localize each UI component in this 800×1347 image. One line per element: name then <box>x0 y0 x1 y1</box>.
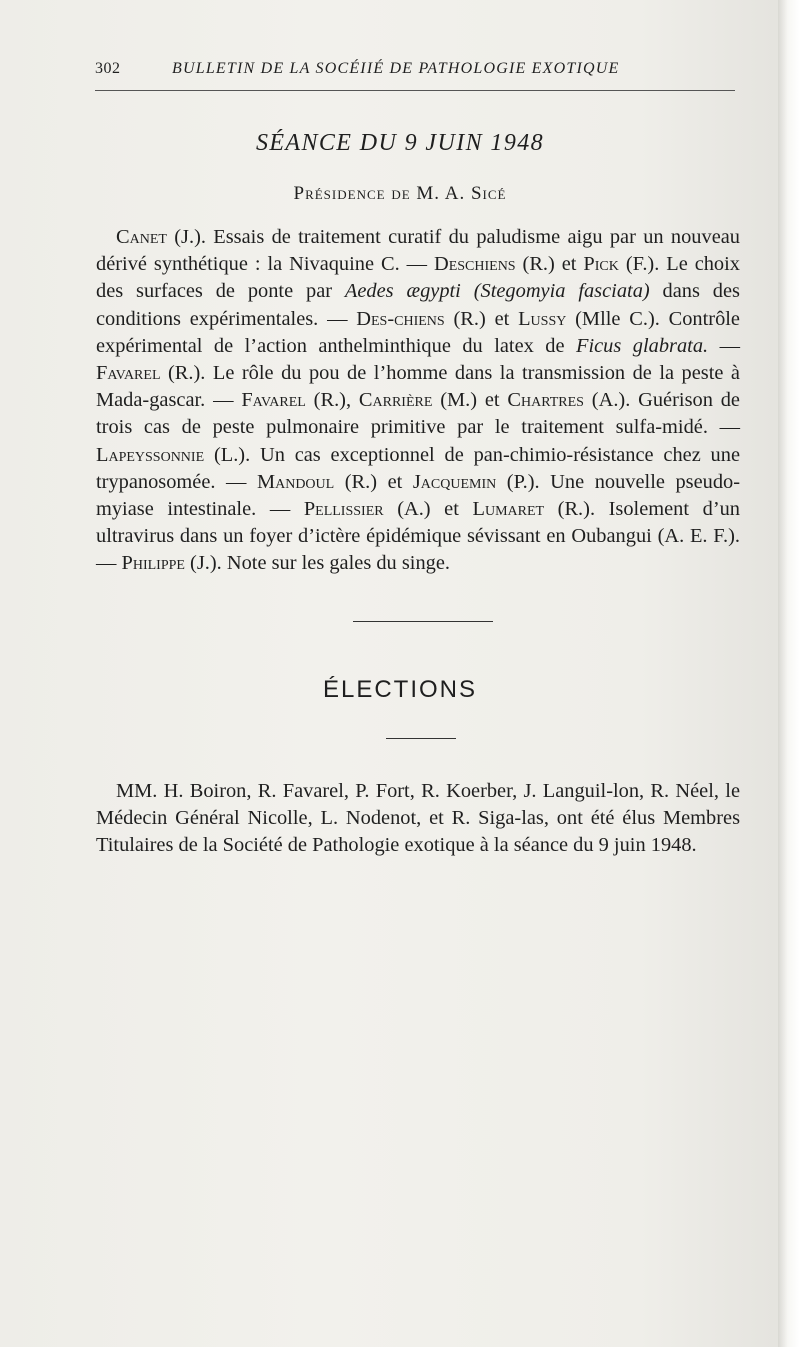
communication-text-run: (A.). Guérison de trois cas de peste pulmonaire primitive par le traitement sulfa-midé. — <box>96 389 740 439</box>
communication-text-run: (R.), <box>305 389 359 412</box>
communication-text-run: (A.) et <box>383 498 473 521</box>
election-author-name: Nicolle <box>247 807 308 830</box>
heading-underline <box>386 738 456 739</box>
communication-author-name: Deschiens <box>433 253 516 276</box>
communication-author-name: Lumaret <box>472 498 545 521</box>
election-author-name: Boiron <box>189 780 247 802</box>
running-head: BULLETIN DE LA SOCÉIIÉ DE PATHOLOGIE EXOTIQUE <box>172 60 620 77</box>
election-text-run: , R. <box>639 780 676 802</box>
election-author-name: Fort <box>375 780 410 802</box>
communication-author-name: Chartres <box>507 389 584 412</box>
election-text-run: , J. <box>512 780 543 802</box>
election-text-run: , ont été élus Membres Titulaires de la Société de Pathologie exotique à la séance du 9 juin 1948. <box>96 807 740 857</box>
communication-text-run: (J.). Essais de traitement curatif du paludisme aigu par un nouveau dérivé synthétique : la Nivaquine C. — <box>96 226 740 276</box>
communication-text-run: (J.). Note sur les gales du singe. <box>184 552 450 575</box>
election-text-run: , P. <box>343 780 376 802</box>
election-author-name: Favarel <box>282 780 344 802</box>
communication-text-run: (R.) et <box>334 470 413 493</box>
communications-paragraph <box>96 224 740 578</box>
communication-text-run: (L.). Un cas exceptionnel de pan-chimio-résistance chez une trypanosomée. — <box>96 443 740 493</box>
elections-heading: ÉLECTIONS <box>322 676 478 703</box>
communication-text-run: (R.). Isolement d’un ultravirus dans un foyer d’ictère épidémique sévissant en Oubangui (A. E. F.). — <box>96 498 740 575</box>
communication-text-run: (M.) et <box>432 389 508 412</box>
communication-author-name: Pick <box>583 253 619 276</box>
elections-text <box>96 778 740 860</box>
election-text-run: , L. <box>307 807 346 830</box>
election-author-name: Siga-las <box>478 807 544 830</box>
communication-text-run: (Mlle C.). Contrôle expérimental de l’action anthelminthique du latex de <box>96 307 740 357</box>
page-header <box>95 60 735 86</box>
header-rule <box>95 90 735 91</box>
communication-text-run: — <box>708 334 740 357</box>
communication-author-name: Pellissier <box>303 498 384 521</box>
communication-author-name: Lussy <box>518 307 567 330</box>
session-title: SÉANCE DU 9 JUIN 1948 <box>255 130 545 156</box>
communication-text-run: (F.). Le choix des surfaces de ponte par <box>96 253 740 303</box>
communication-author-name: Des-chiens <box>356 307 445 330</box>
election-author-name: Languil-lon <box>542 780 640 802</box>
communication-text-run: (R.). Le rôle du pou de l’homme dans la transmission de la peste à Mada-gascar. — <box>96 362 740 412</box>
election-text-run: , R. <box>246 780 283 802</box>
communication-author-name: Favarel <box>241 389 306 412</box>
communication-author-name: Philippe <box>121 552 185 575</box>
communication-author-name: Jacquemin <box>412 470 497 493</box>
communication-text-run: (R.) et <box>515 253 584 276</box>
communication-text-run: (P.). Une nouvelle pseudo-myiase intestinale. — <box>96 470 741 521</box>
election-author-name: Néel <box>675 780 714 802</box>
communication-text-run: dans des conditions expérimentales. — <box>96 280 740 330</box>
election-author-name: Nodenot <box>345 807 417 830</box>
presidence-line: Présidence de M. A. Sicé <box>293 183 507 204</box>
election-author-name: Koerber <box>446 780 513 802</box>
communication-author-name: Canet <box>116 226 167 248</box>
page-number: 302 <box>95 60 121 77</box>
communication-text-run: (R.) et <box>444 307 519 330</box>
communication-author-name: Mandoul <box>256 470 335 493</box>
communication-italic-term: Ficus glabrata. <box>576 334 709 357</box>
election-text-run: MM. H. <box>116 780 190 802</box>
elections-paragraph <box>96 778 740 860</box>
communications-text <box>96 224 740 578</box>
communication-author-name: Lapeyssonnie <box>96 443 205 466</box>
election-text-run: , et R. <box>416 807 479 830</box>
communication-italic-term: Aedes ægypti (Stegomyia fasciata) <box>344 280 650 303</box>
section-separator <box>353 621 493 622</box>
communication-author-name: Carrière <box>358 389 433 412</box>
election-text-run: , le Médecin Général <box>96 780 740 830</box>
election-text-run: , R. <box>409 780 447 802</box>
communication-author-name: Favarel <box>96 362 161 385</box>
